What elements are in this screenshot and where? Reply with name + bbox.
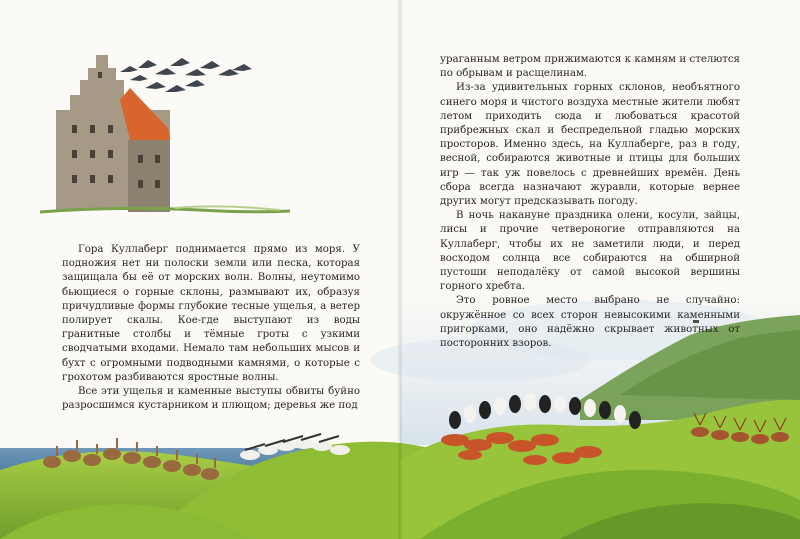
paragraph: Все эти ущелья и каменные выступы обвиты буйно разросшимся кустарником и плющом; деревья же под xyxy=(62,386,360,412)
paragraph: Из-за удивительных горных склонов, необъятного синего моря и чистого воздуха местные жители любят летом приходить сюда и любоваться красотой прибрежных скал и беспредельной гладью морских просторов. Именно здесь, на Куллаберге, раз в году, весной, собираются животные и птицы для больших игр — так уж повелось с древнейших времён. День сбора всегда назначают журавли, которые вернее других могут предсказывать погоду. xyxy=(440,82,740,208)
book-gutter xyxy=(398,0,402,539)
castle-illustration xyxy=(40,55,290,212)
flying-cranes xyxy=(120,58,252,92)
paragraph: Это ровное место выбрано не случайно: окружённое со всех сторон невысокими каменными пригорками, оно надёжно скрывает животных от посторонних взоров. xyxy=(440,295,740,350)
paragraph: Гора Куллаберг поднимается прямо из моря. У подножия нет ни полоски земли или песка, которая защищала бы её от морских волн. Волны, неутомимо бьющиеся о горные склоны, размывают их, образуя причудливые формы глубокие тесные ущелья, а ветер полирует скалы. Кое-где выступают из воды гранитные столбы и тёмные гроты с узкими сводчатыми входами. Немало там небольших мысов и бухт с огромными подводными камнями, о которые с грохотом разбиваются яростные волны. xyxy=(62,244,360,383)
right-page-text xyxy=(440,53,740,351)
paragraph: ураганным ветром прижимаются к камням и стелются по обрывам и расщелинам. xyxy=(440,54,740,80)
left-page-text xyxy=(62,243,360,413)
paragraph: В ночь накануне праздника олени, косули, зайцы, лисы и прочие четвероногие отправляются на Куллаберг, чтобы их не заметили люди, и перед восходом солнца все собираются на обширной пустоши неподалёку от самой высокой вершины горного хребта. xyxy=(440,210,740,293)
